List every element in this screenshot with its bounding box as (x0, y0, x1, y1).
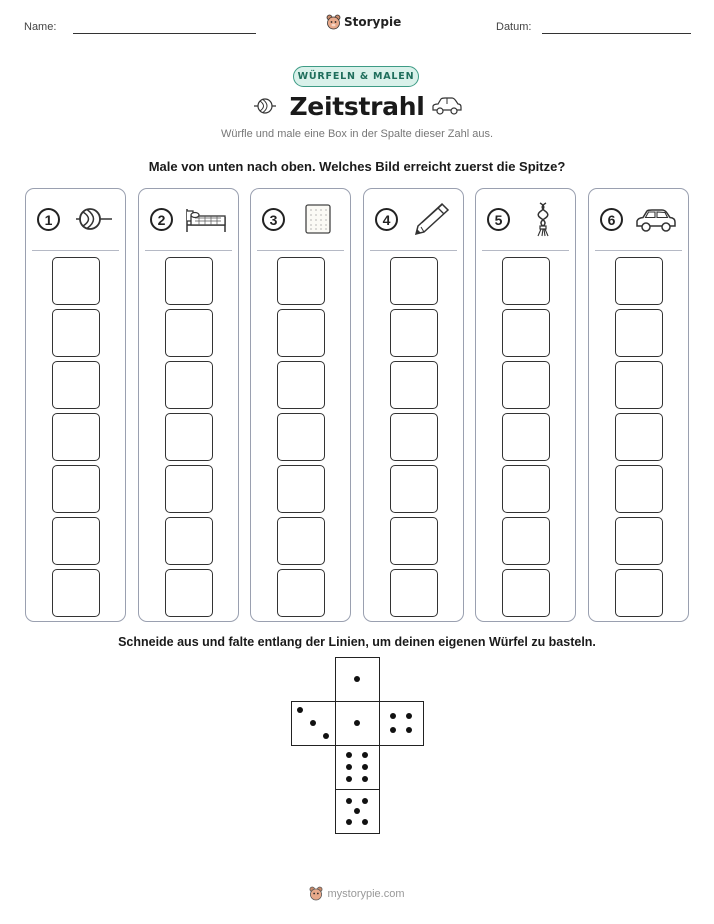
instruction-text: Male von unten nach oben. Welches Bild erreicht zuerst die Spitze? (148, 159, 566, 174)
color-box[interactable] (165, 257, 213, 305)
dice-face-1 (335, 657, 380, 702)
date-label: Datum: (496, 21, 532, 33)
column-number: 4 (375, 208, 398, 231)
column-divider (145, 250, 232, 251)
color-box[interactable] (615, 309, 663, 357)
color-box[interactable] (52, 257, 100, 305)
column-number: 3 (262, 208, 285, 231)
column-4 (363, 188, 464, 622)
color-box[interactable] (165, 309, 213, 357)
column-1 (25, 188, 126, 622)
footer-url: mystorypie.com (327, 887, 405, 900)
ball-icon (70, 201, 116, 237)
dice-pip (346, 764, 352, 770)
column-number: 6 (600, 208, 623, 231)
cut-instruction: Schneide aus und falte entlang der Linien, um deinen eigenen Würfel zu basteln. (118, 635, 596, 649)
name-label: Name: (24, 21, 57, 33)
dice-pip (362, 798, 368, 804)
color-box[interactable] (390, 309, 438, 357)
subtitle: Würfle und male eine Box in der Spalte dieser Zahl aus. (220, 128, 494, 140)
color-box[interactable] (615, 413, 663, 461)
color-box[interactable] (615, 361, 663, 409)
color-box[interactable] (165, 569, 213, 617)
column-5 (475, 188, 576, 622)
dice-pip (297, 707, 303, 713)
color-box[interactable] (165, 517, 213, 565)
color-box[interactable] (52, 413, 100, 461)
column-number: 1 (37, 208, 60, 231)
color-box[interactable] (390, 569, 438, 617)
color-box[interactable] (277, 309, 325, 357)
dice-face-5 (335, 789, 380, 834)
color-box[interactable] (390, 257, 438, 305)
color-box[interactable] (165, 465, 213, 513)
dice-face-1 (335, 701, 380, 746)
dice-pip (354, 720, 360, 726)
brand-logo (326, 14, 401, 30)
dice-pip (346, 819, 352, 825)
pencil-icon (408, 201, 454, 237)
dice-face-6 (335, 745, 380, 790)
color-box[interactable] (165, 361, 213, 409)
color-box[interactable] (502, 569, 550, 617)
color-box[interactable] (390, 465, 438, 513)
color-box[interactable] (502, 361, 550, 409)
dice-pip (354, 808, 360, 814)
dice-pip (390, 727, 396, 733)
car-icon (431, 96, 463, 116)
color-box[interactable] (277, 413, 325, 461)
color-box[interactable] (277, 517, 325, 565)
color-box[interactable] (165, 413, 213, 461)
storypie-mascot-icon (309, 886, 323, 901)
color-box[interactable] (277, 257, 325, 305)
color-box[interactable] (615, 517, 663, 565)
column-3 (250, 188, 351, 622)
color-box[interactable] (390, 517, 438, 565)
color-box[interactable] (277, 569, 325, 617)
column-divider (32, 250, 119, 251)
color-box[interactable] (502, 413, 550, 461)
color-box[interactable] (52, 309, 100, 357)
dice-pip (362, 776, 368, 782)
color-box[interactable] (502, 257, 550, 305)
column-divider (257, 250, 344, 251)
dice-face-4 (379, 701, 424, 746)
braid-icon (520, 201, 566, 237)
color-box[interactable] (390, 413, 438, 461)
dice-pip (362, 752, 368, 758)
dice-face-3 (291, 701, 336, 746)
column-6 (588, 188, 689, 622)
column-number: 2 (150, 208, 173, 231)
color-box[interactable] (52, 569, 100, 617)
color-box[interactable] (615, 465, 663, 513)
color-box[interactable] (277, 465, 325, 513)
dice-pip (323, 733, 329, 739)
storypie-mascot-icon (326, 14, 341, 30)
dice-pip (406, 727, 412, 733)
dice-pip (362, 764, 368, 770)
color-box[interactable] (615, 257, 663, 305)
footer (0, 886, 714, 901)
cracker-icon (295, 201, 341, 237)
column-divider (482, 250, 569, 251)
color-box[interactable] (52, 517, 100, 565)
color-box[interactable] (502, 517, 550, 565)
dice-pip (346, 798, 352, 804)
column-number: 5 (487, 208, 510, 231)
color-box[interactable] (277, 361, 325, 409)
color-box[interactable] (52, 361, 100, 409)
bed-icon (183, 201, 229, 237)
page-title: Zeitstrahl (289, 92, 425, 121)
category-badge: WÜRFELN & MALEN (293, 66, 419, 87)
color-box[interactable] (52, 465, 100, 513)
color-box[interactable] (390, 361, 438, 409)
car-icon (633, 201, 679, 237)
color-box[interactable] (615, 569, 663, 617)
column-2 (138, 188, 239, 622)
name-field-line[interactable] (73, 33, 256, 34)
dice-pip (390, 713, 396, 719)
column-divider (595, 250, 682, 251)
column-divider (370, 250, 457, 251)
dice-pip (346, 752, 352, 758)
dice-pip (406, 713, 412, 719)
dice-pip (346, 776, 352, 782)
dice-pip (362, 819, 368, 825)
date-field-line[interactable] (542, 33, 691, 34)
color-box[interactable] (502, 309, 550, 357)
color-box[interactable] (502, 465, 550, 513)
dice-pip (354, 676, 360, 682)
dice-pip (310, 720, 316, 726)
brand-name: Storypie (344, 15, 402, 29)
